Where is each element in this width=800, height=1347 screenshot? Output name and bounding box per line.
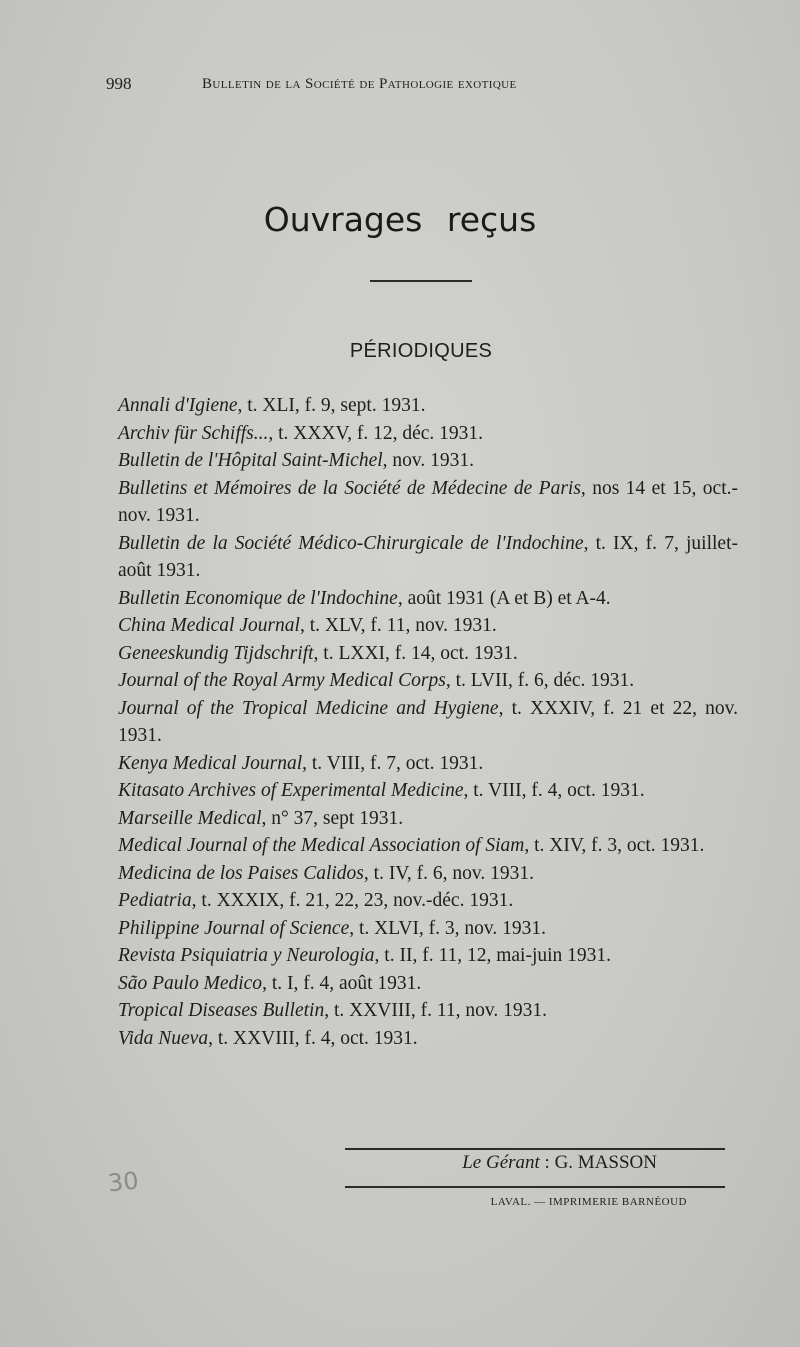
entry-title: Revista Psiquiatria y Neurologia [118,945,375,966]
entry-details: , t. XXXV, f. 12, déc. 1931. [268,422,484,444]
list-item [96,640,738,668]
entry-details: , t. I, f. 4, août 1931. [262,972,422,994]
entry-details: , t. XLV, f. 11, nov. 1931. [299,615,497,636]
entry-details: , t. VIII, f. 4, oct. 1931. [463,780,645,801]
running-head [106,74,740,102]
entry-title: Kenya Medical Journal [118,752,303,774]
entry-details: , t. XLI, f. 9, sept. 1931. [237,395,426,416]
list-item [96,805,738,833]
list-item [96,777,738,805]
gerant-label: Le Gérant [462,1152,540,1173]
entry-title: Annali d'Igiene [118,395,238,416]
list-item [96,942,738,970]
entry-title: Pediatria [118,890,192,911]
list-item [96,667,738,695]
entry-title: Tropical Diseases Bulletin [118,1000,325,1021]
entry-details: , n° 37, sept 1931. [261,807,404,829]
list-item [96,970,738,998]
printer-imprint: LAVAL. — IMPRIMERIE BARNÉOUD [490,1196,687,1208]
list-item [96,447,738,475]
periodicals-list [118,392,738,1052]
list-item [96,612,738,640]
entry-details: , t. XIV, f. 3, oct. 1931. [524,835,705,856]
entry-title: Bulletin de la Société Médico-Chirurgicale de l'Indochine [118,532,584,554]
entry-title: Marseille Medical [118,807,262,829]
entry-title: Bulletin Economique de l'Indochine [118,587,398,609]
list-item [96,887,738,915]
entry-title: São Paulo Medico [118,972,263,994]
entry-title: China Medical Journal [118,615,300,636]
entry-details: , t. XXXIV, f. 21 et 22, nov. 1931. [118,697,738,746]
list-item [96,1025,738,1053]
entry-details: , t. XLVI, f. 3, nov. 1931. [349,917,547,939]
list-item [96,420,738,448]
entry-title: Kitasato Archives of Experimental Medicine [118,780,464,801]
handwritten-annotation: 30 [106,1166,140,1198]
footer-divider-bottom [345,1186,725,1188]
entry-title: Geneeskundig Tijdschrift [118,642,314,664]
entry-title: Bulletins et Mémoires de la Société de Médecine de Paris [118,477,581,499]
entry-title: Medicina de los Paises Calidos [118,862,364,884]
list-item [96,750,738,778]
list-item [96,392,738,420]
entry-title: Journal of the Tropical Medicine and Hygiene [118,697,499,719]
title-divider [370,280,472,282]
gerant-name: : G. MASSON [539,1152,657,1173]
entry-details: , août 1931 (A et B) et A-4. [397,587,611,609]
journal-title: Bulletin de la Société de Pathologie exotique [202,76,517,92]
list-item [96,860,738,888]
entry-details: , nos 14 et 15, oct.-nov. 1931. [118,477,738,526]
list-item [96,475,738,530]
entry-title: Archiv für Schiffs... [118,422,269,444]
entry-title: Philippine Journal of Science [118,917,350,939]
list-item [96,997,738,1025]
list-item [96,915,738,943]
entry-title: Bulletin de l'Hôpital Saint-Michel [118,450,383,471]
entry-details: , t. XXXIX, f. 21, 22, 23, nov.-déc. 1931. [191,890,514,911]
entry-details: , t. IV, f. 6, nov. 1931. [363,862,534,884]
page-number: 998 [106,74,132,93]
section-heading: PÉRIODIQUES [349,340,493,362]
list-item [96,695,738,750]
entry-details: , t. LVII, f. 6, déc. 1931. [445,670,635,691]
list-item [96,832,738,860]
list-item [96,530,738,585]
entry-details: , t. XXVIII, f. 11, nov. 1931. [324,1000,547,1021]
entry-details: , t. IX, f. 7, juillet-août 1931. [118,532,738,581]
entry-details: , nov. 1931. [382,450,475,471]
entry-details: , t. LXXI, f. 14, oct. 1931. [313,642,518,664]
gerant-line [345,1152,657,1174]
entry-details: , t. XXVIII, f. 4, oct. 1931. [208,1027,418,1049]
entry-title: Journal of the Royal Army Medical Corps [118,670,446,691]
entry-details: , t. VIII, f. 7, oct. 1931. [302,752,484,774]
entry-title: Vida Nueva [118,1027,209,1049]
footer-divider-top [345,1148,725,1150]
page-title: Ouvrages reçus [263,200,537,239]
entry-details: , t. II, f. 11, 12, mai-juin 1931. [374,945,612,966]
list-item [96,585,738,613]
entry-title: Medical Journal of the Medical Association of Siam [118,835,525,856]
